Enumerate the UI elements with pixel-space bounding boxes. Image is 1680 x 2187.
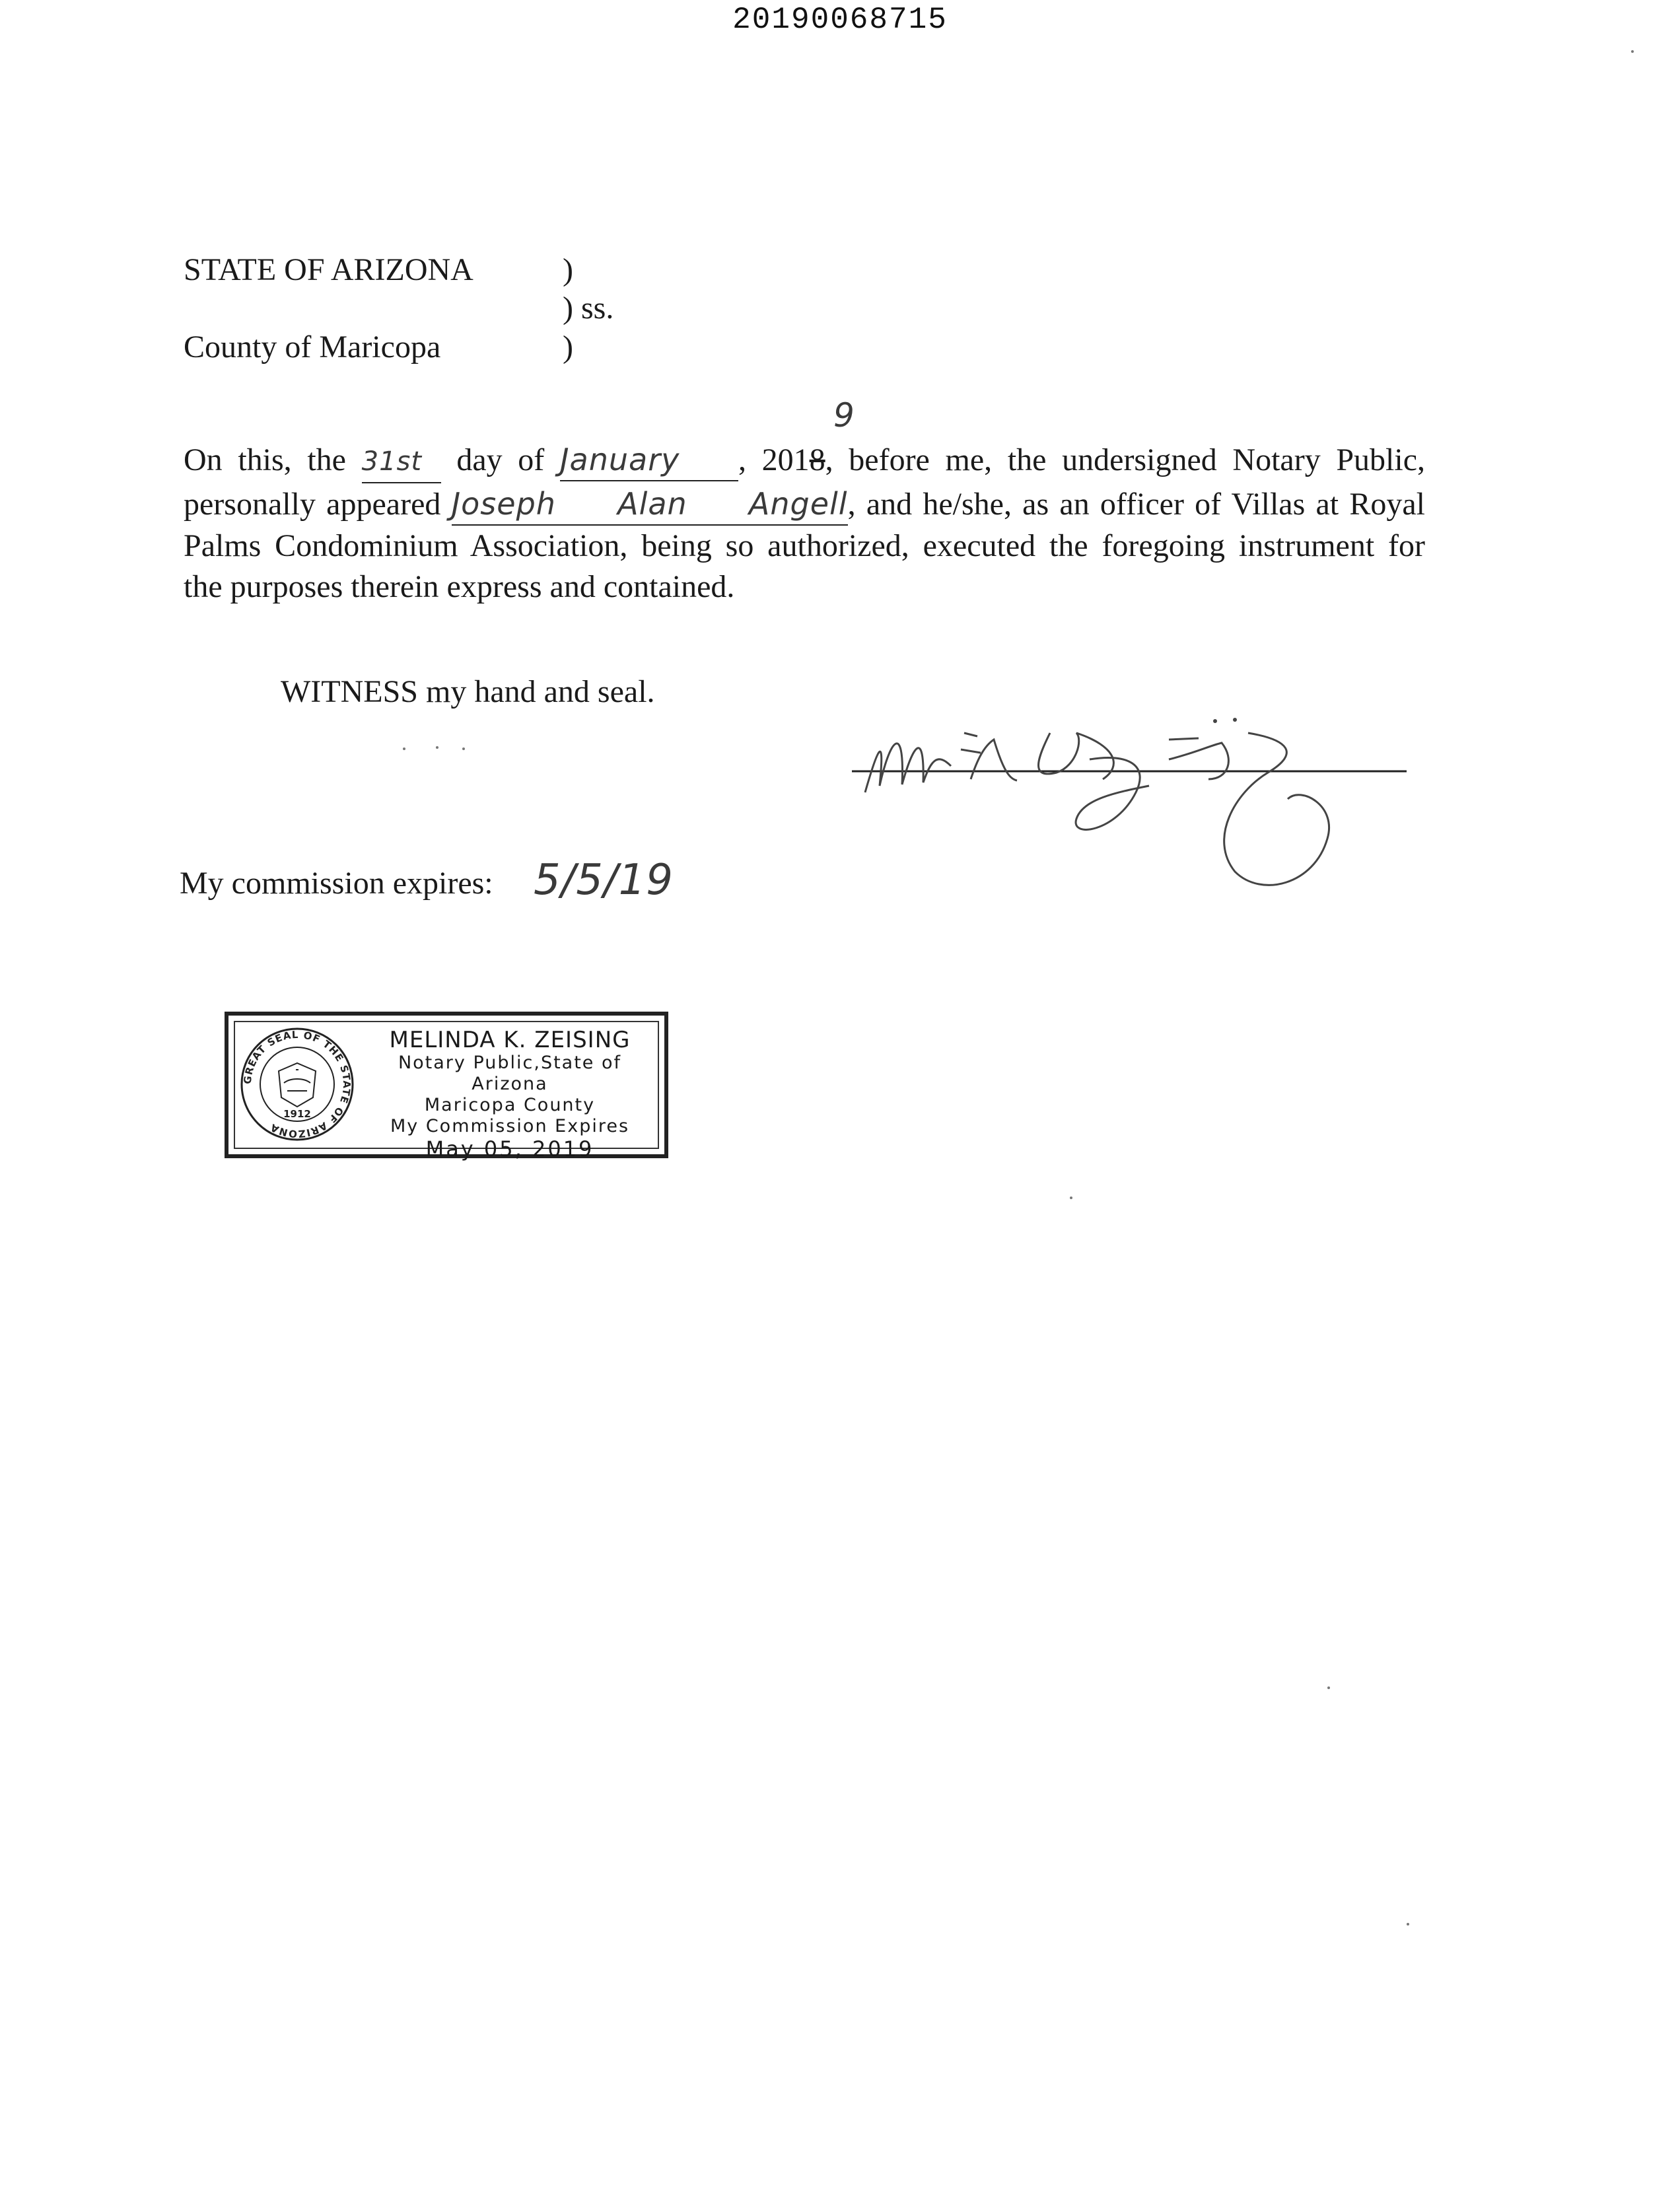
commission-date: 5/5/19	[534, 856, 674, 905]
acknowledgment-paragraph	[184, 439, 1425, 608]
venue-paren-3: )	[563, 330, 573, 364]
year-struck-digit: 8	[809, 442, 825, 477]
stamp-county: Maricopa County	[424, 1095, 596, 1115]
scan-speck	[403, 747, 405, 750]
commission-label: My commission expires:	[180, 866, 493, 901]
notary-signature	[839, 707, 1420, 905]
seal-text: GREAT SEAL OF THE STATE OF ARIZONA	[241, 1028, 353, 1140]
year-correction: 9	[833, 396, 855, 434]
scan-speck	[462, 747, 465, 750]
ack-text: day of	[456, 442, 545, 477]
venue-paren-1: )	[563, 252, 573, 287]
ack-line-1	[184, 439, 1425, 483]
venue-state: STATE OF ARIZONA	[184, 252, 473, 287]
month-field: January	[560, 439, 738, 481]
ack-text: personally appeared	[184, 487, 441, 522]
scan-speck	[1070, 1197, 1072, 1199]
stamp-text-block	[358, 1027, 662, 1161]
ack-text: On this, the	[184, 442, 346, 477]
witness-clause: WITNESS my hand and seal.	[281, 674, 655, 709]
stamp-expires-label: My Commission Expires	[390, 1116, 630, 1136]
notary-stamp	[225, 1012, 668, 1162]
scan-speck	[1631, 50, 1634, 53]
signer-name-field: Joseph Alan Angell	[452, 483, 848, 526]
ack-line-3: Palms Condominium Association, being so authorized, executed the foregoing instrument for	[184, 528, 1425, 563]
scan-speck	[1407, 1923, 1409, 1926]
ack-text: , before me, the undersigned Notary Public,	[825, 442, 1426, 477]
stamp-notary-title: Notary Public,State of Arizona	[398, 1053, 622, 1094]
arizona-seal-icon	[238, 1025, 357, 1144]
ack-line-4: the purposes therein express and contained.	[184, 569, 735, 604]
venue-paren-ss: ) ss.	[563, 291, 614, 326]
ack-text: , and he/she, as an officer of Villas at Royal	[847, 487, 1425, 522]
ack-line-2	[184, 483, 1425, 526]
stamp-notary-name: MELINDA K. ZEISING	[389, 1027, 631, 1053]
document-number: 20190068715	[732, 3, 948, 37]
stamp-expires-date: May 05, 2019	[425, 1136, 594, 1162]
seal-year: 1912	[283, 1108, 311, 1120]
ack-text: , 201	[738, 442, 810, 477]
day-field: 31st	[362, 441, 441, 483]
scan-speck	[436, 746, 438, 749]
scan-speck	[1327, 1686, 1330, 1689]
venue-county: County of Maricopa	[184, 330, 441, 364]
